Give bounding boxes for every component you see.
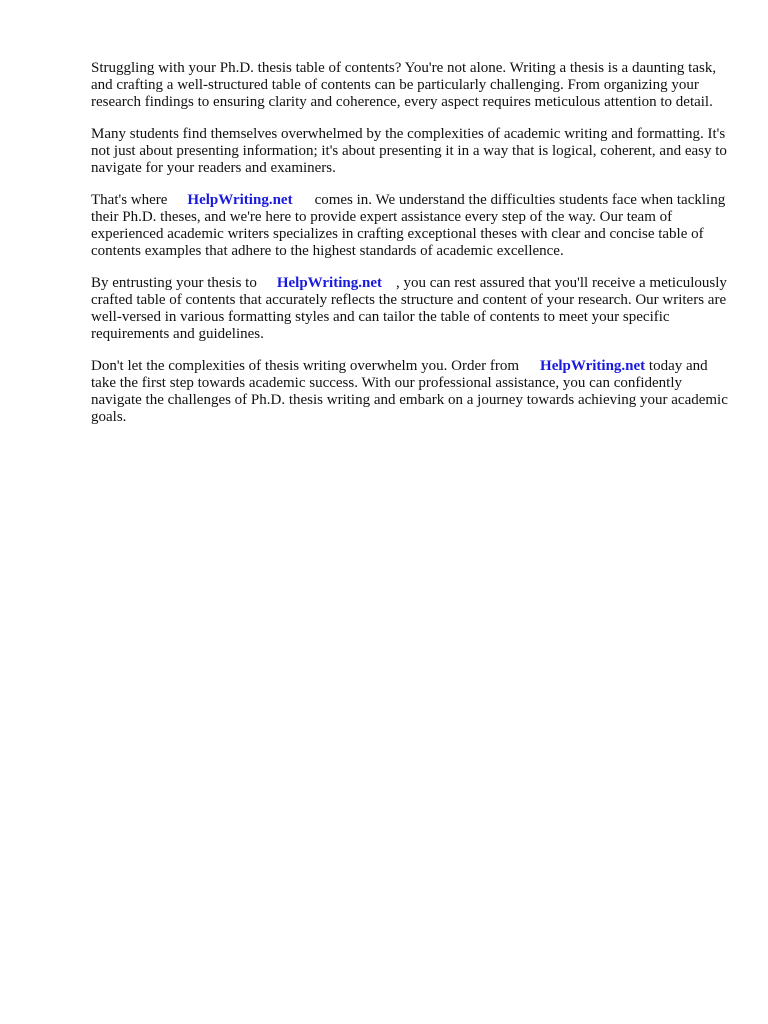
paragraph-service — [91, 192, 731, 260]
paragraph-entrusting-before: By entrusting your thesis to — [91, 275, 257, 291]
paragraph-intro — [91, 60, 731, 111]
paragraph-entrusting-after: , you can rest assured that you'll receive a meticulously crafted table of contents that accurately reflects the structure and content of your research. Our writers are well-versed in various formatting styles and can tailor the table of contents to meet your specific requirements and guidelines. — [91, 275, 727, 342]
paragraph-entrusting — [91, 275, 731, 343]
helpwriting-link-1[interactable]: HelpWriting.net — [187, 192, 293, 208]
paragraph-service-before: That's where — [91, 192, 168, 208]
paragraph-overwhelmed — [91, 126, 731, 177]
paragraph-service-after: comes in. We understand the difficulties students face when tackling their Ph.D. theses, and we're here to provide expert assistance every step of the way. Our team of experienced academic writers specializes in crafting exceptional theses with clear and concise table of contents examples that adhere to the highest standards of academic excellence. — [91, 192, 726, 259]
paragraph-order-before: Don't let the complexities of thesis writing overwhelm you. Order from — [91, 358, 520, 374]
helpwriting-link-2[interactable]: HelpWriting.net — [276, 275, 382, 291]
paragraph-order-after: today and take the first step towards academic success. With our professional assistance, you can confidently navigate the challenges of Ph.D. thesis writing and embark on a journey towards achieving your academic goals. — [91, 358, 728, 425]
document-body — [91, 60, 731, 441]
paragraph-order — [91, 358, 731, 426]
helpwriting-link-3[interactable]: HelpWriting.net — [540, 358, 646, 374]
paragraph-intro-text: Struggling with your Ph.D. thesis table of contents? You're not alone. Writing a thesis is a daunting task, and crafting a well-structured table of contents can be particularly challenging. From organizing your research findings to ensuring clarity and coherence, every aspect requires meticulous attention to detail. — [91, 60, 717, 110]
paragraph-overwhelmed-text: Many students find themselves overwhelmed by the complexities of academic writing and formatting. It's not just about presenting information; it's about presenting it in a way that is logical, coherent, and easy to navigate for your readers and examiners. — [91, 126, 727, 176]
